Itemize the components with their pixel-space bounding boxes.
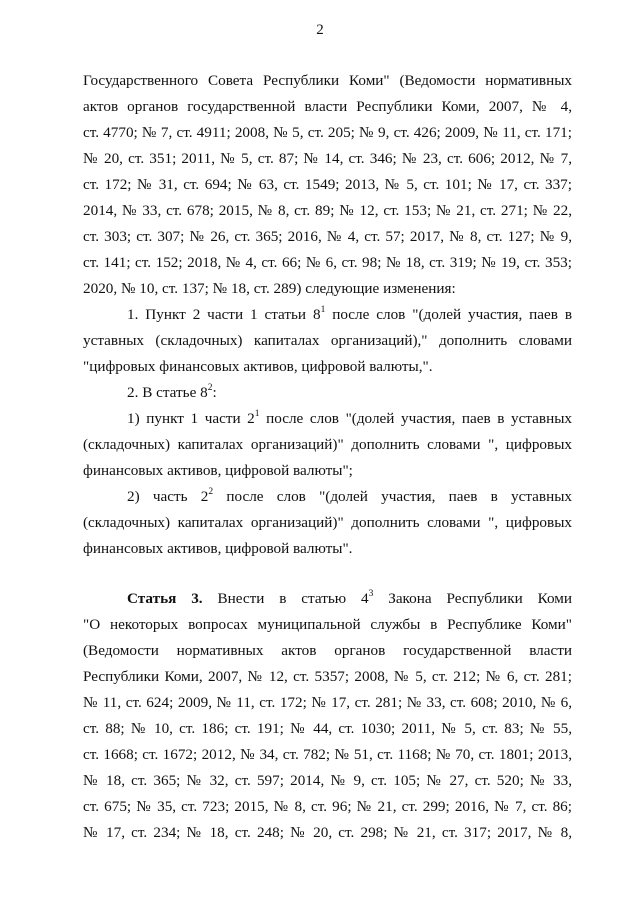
subitem-1-line: финансовых активов, цифровой валюты"; (83, 462, 353, 479)
article-3-line: ст. 88; № 10, ст. 186; ст. 191; № 44, ст. 1030; 2011, № 5, ст. 83; № 55, (83, 720, 572, 737)
subitem-2-line: финансовых активов, цифровой валюты". (83, 540, 353, 557)
paragraph-line: ст. 303; ст. 307; № 26, ст. 365; 2016, № 4, ст. 57; 2017, № 8, ст. 127; № 9, (83, 228, 572, 245)
subitem-2-line: (складочных) капиталах организаций)" дополнить словами ", цифровых (83, 514, 572, 531)
paragraph-line: ст. 141; ст. 152; 2018, № 4, ст. 66; № 6, ст. 98; № 18, ст. 319; № 19, ст. 353; (83, 254, 572, 271)
article-3-heading-line: Статья 3. Внести в статью $4^3$ Закона Республики Коми (127, 589, 572, 607)
item-1-line: 1. Пункт 2 части 1 статьи $8^1$ после слов "(долей участия, паев в (127, 305, 572, 323)
subitem-2-line: 2) часть $2^2$ после слов "(долей участия, паев в уставных (127, 487, 572, 505)
article-3-line: ст. 675; № 35, ст. 723; 2015, № 8, ст. 96; № 21, ст. 299; 2016, № 7, ст. 86; (83, 798, 572, 815)
paragraph-line: № 20, ст. 351; 2011, № 5, ст. 87; № 14, ст. 346; № 23, ст. 606; 2012, № 7, (83, 150, 572, 167)
paragraph-line: ст. 4770; № 7, ст. 4911; 2008, № 5, ст. 205; № 9, ст. 426; 2009, № 11, ст. 171; (83, 124, 572, 141)
page-number: 2 (316, 22, 324, 38)
item-1-line: "цифровых финансовых активов, цифровой валюты,". (83, 358, 433, 375)
article-3-line: (Ведомости нормативных актов органов государственной власти (83, 642, 572, 659)
paragraph-line: 2014, № 33, ст. 678; 2015, № 8, ст. 89; № 12, ст. 153; № 21, ст. 271; № 22, (83, 202, 572, 219)
paragraph-line: 2020, № 10, ст. 137; № 18, ст. 289) следующие изменения: (83, 280, 456, 297)
article-3-line: № 18, ст. 365; № 32, ст. 597; 2014, № 9, ст. 105; № 27, ст. 520; № 33, (83, 772, 572, 789)
article-heading: Статья 3. (127, 590, 203, 607)
paragraph-line: ст. 172; № 31, ст. 694; № 63, ст. 1549; 2013, № 5, ст. 101; № 17, ст. 337; (83, 176, 572, 193)
subitem-1-line: (складочных) капиталах организаций)" дополнить словами ", цифровых (83, 436, 572, 453)
paragraph-line: актов органов государственной власти Республики Коми, 2007, № 4, (83, 98, 572, 115)
article-3-line: № 11, ст. 624; 2009, № 11, ст. 172; № 17, ст. 281; № 33, ст. 608; 2010, № 6, (83, 694, 572, 711)
subitem-1-line: 1) пункт 1 части $2^1$ после слов "(долей участия, паев в уставных (127, 409, 572, 427)
article-3-line: Республики Коми, 2007, № 12, ст. 5357; 2008, № 5, ст. 212; № 6, ст. 281; (83, 668, 572, 685)
article-3-line: "О некоторых вопросах муниципальной службы в Республике Коми" (83, 616, 572, 633)
paragraph-line: Государственного Совета Республики Коми" (Ведомости нормативных (83, 72, 572, 89)
item-1-line: уставных (складочных) капиталах организаций)," дополнить словами (83, 332, 572, 349)
article-3-line: ст. 1668; ст. 1672; 2012, № 34, ст. 782; № 51, ст. 1168; № 70, ст. 1801; 2013, (83, 746, 572, 763)
article-3-line: № 17, ст. 234; № 18, ст. 248; № 20, ст. 298; № 21, ст. 317; 2017, № 8, (83, 824, 572, 841)
item-2-heading: 2. В статье $8^2$: (127, 383, 217, 401)
